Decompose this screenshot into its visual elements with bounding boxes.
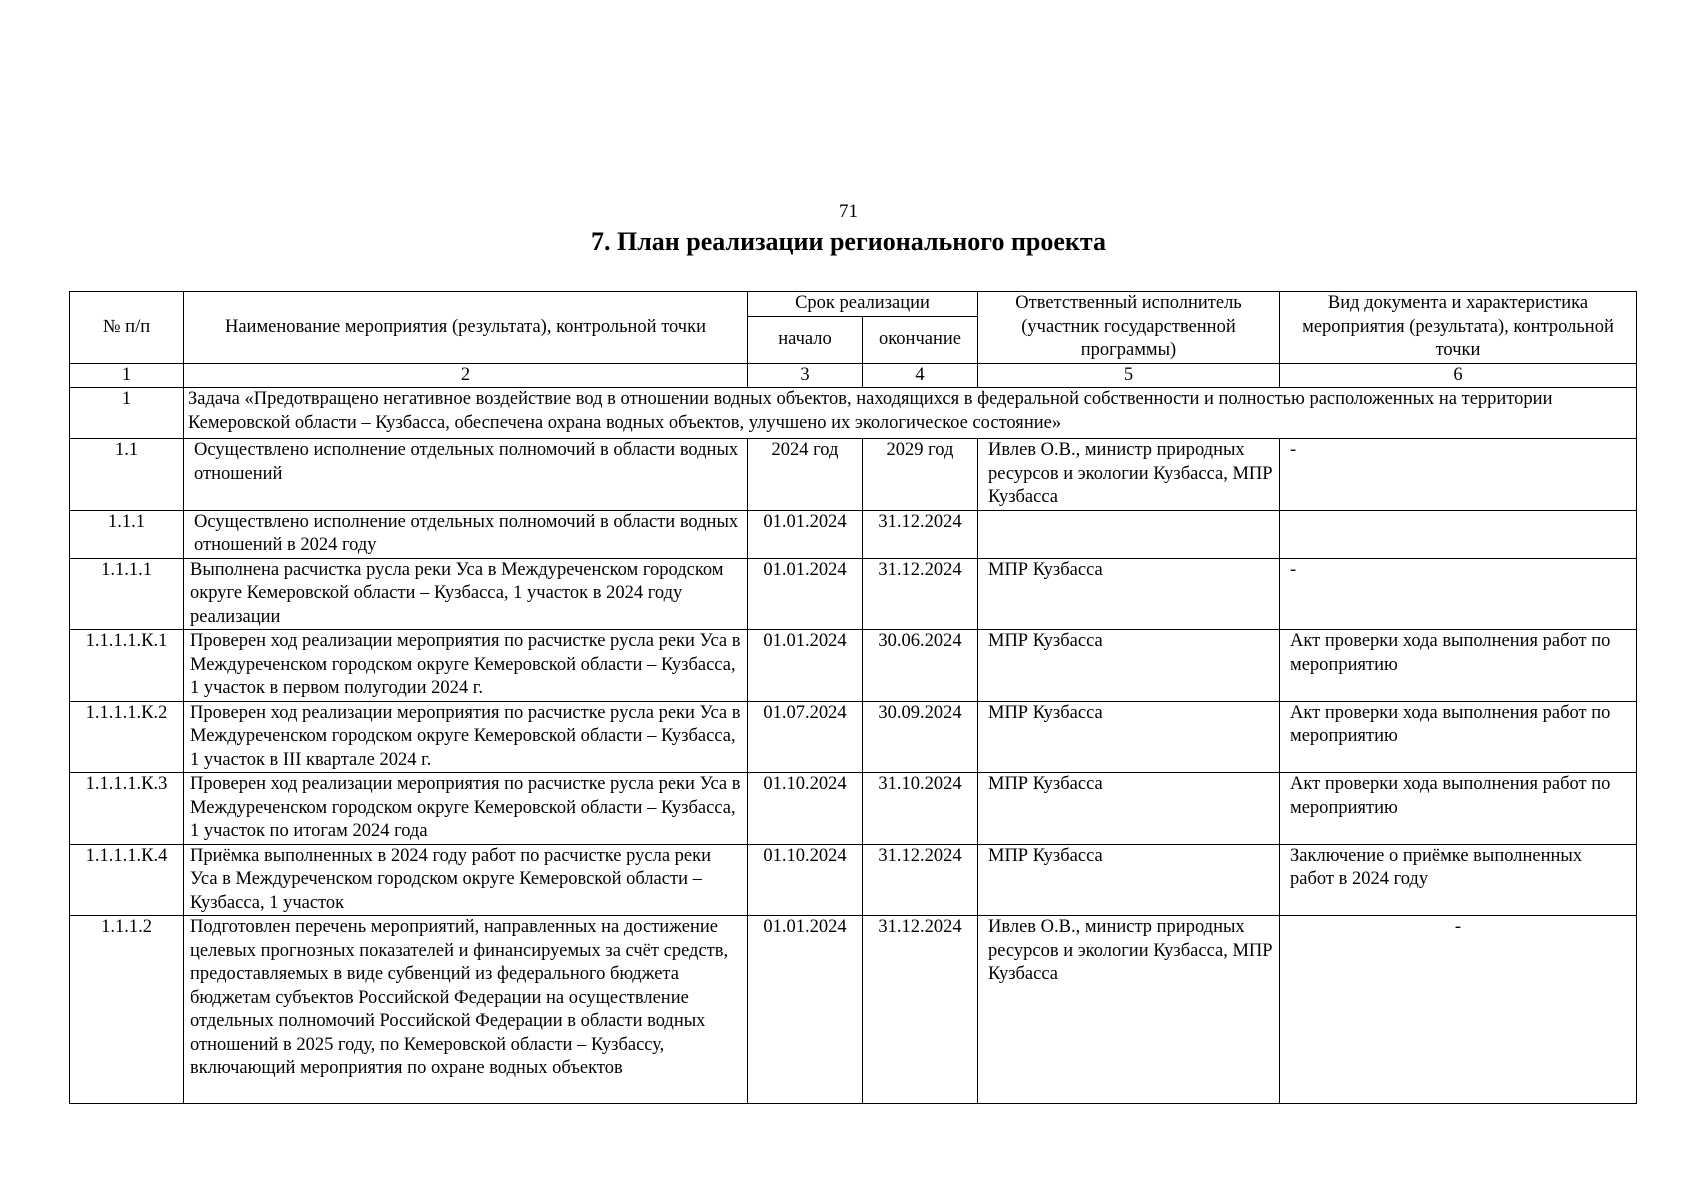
- row-number: 1.1.1.1.К.3: [70, 773, 184, 845]
- row-end: 2029 год: [863, 439, 978, 511]
- column-number: 5: [978, 363, 1280, 388]
- row-end: 31.12.2024: [863, 558, 978, 630]
- row-document: -: [1280, 439, 1637, 511]
- row-number: 1.1.1.1.К.2: [70, 701, 184, 773]
- row-name: Осуществлено исполнение отдельных полномочий в области водных отношений в 2024 году: [184, 510, 748, 558]
- task-text: Задача «Предотвращено негативное воздействие вод в отношении водных объектов, находящихся в федеральной собственности и полностью расположенных на территории Кемеровской области – Кузбасса, обеспечена охрана водных объектов, улучшено их экологическое состояние»: [184, 388, 1637, 439]
- page-title: 7. План реализации регионального проекта: [591, 227, 1106, 256]
- column-number: 2: [184, 363, 748, 388]
- row-number: 1.1.1.1: [70, 558, 184, 630]
- row-end: 30.09.2024: [863, 701, 978, 773]
- row-document: Акт проверки хода выполнения работ по мероприятию: [1280, 630, 1637, 702]
- plan-table: [69, 291, 1637, 1104]
- table-row: [70, 510, 1637, 558]
- header-num: № п/п: [70, 292, 184, 364]
- column-number: 3: [748, 363, 863, 388]
- task-number: 1: [70, 388, 184, 439]
- column-number: 4: [863, 363, 978, 388]
- row-name: Проверен ход реализации мероприятия по расчистке русла реки Уса в Междуреченском городском округе Кемеровской области – Кузбасса, 1 участок в III квартале 2024 г.: [184, 701, 748, 773]
- row-responsible: МПР Кузбасса: [978, 844, 1280, 916]
- row-start: 01.01.2024: [748, 558, 863, 630]
- row-document: Акт проверки хода выполнения работ по мероприятию: [1280, 773, 1637, 845]
- table-row: [70, 701, 1637, 773]
- row-name: Подготовлен перечень мероприятий, направленных на достижение целевых прогнозных показателей и финансируемых за счёт средств, предоставляемых в виде субвенций из федерального бюджета бюджетам субъектов Российской Федерации на осуществление отдельных полномочий Российской Федерации в области водных отношений в 2025 году, по Кемеровской области – Кузбассу, включающий мероприятия по охране водных объектов: [184, 916, 748, 1104]
- header-name: Наименование мероприятия (результата), контрольной точки: [184, 292, 748, 364]
- row-end: 31.12.2024: [863, 844, 978, 916]
- row-responsible: МПР Кузбасса: [978, 773, 1280, 845]
- column-number: 6: [1280, 363, 1637, 388]
- table-row: [70, 439, 1637, 511]
- row-start: 01.01.2024: [748, 630, 863, 702]
- row-number: 1.1: [70, 439, 184, 511]
- row-responsible: МПР Кузбасса: [978, 558, 1280, 630]
- row-start: 2024 год: [748, 439, 863, 511]
- row-responsible: Ивлев О.В., министр природных ресурсов и экологии Кузбасса, МПР Кузбасса: [978, 439, 1280, 511]
- header-document: Вид документа и характеристика мероприятия (результата), контрольной точки: [1280, 292, 1637, 364]
- table-row: [70, 558, 1637, 630]
- table-row: [70, 773, 1637, 845]
- row-document: -: [1280, 558, 1637, 630]
- row-end: 31.12.2024: [863, 510, 978, 558]
- row-start: 01.01.2024: [748, 510, 863, 558]
- row-responsible: МПР Кузбасса: [978, 701, 1280, 773]
- header-end: окончание: [863, 316, 978, 363]
- row-responsible: [978, 510, 1280, 558]
- row-name: Проверен ход реализации мероприятия по расчистке русла реки Уса в Междуреченском городском округе Кемеровской области – Кузбасса, 1 участок по итогам 2024 года: [184, 773, 748, 845]
- header-responsible: Ответственный исполнитель (участник государственной программы): [978, 292, 1280, 364]
- row-name: Проверен ход реализации мероприятия по расчистке русла реки Уса в Междуреченском городском округе Кемеровской области – Кузбасса, 1 участок в первом полугодии 2024 г.: [184, 630, 748, 702]
- row-start: 01.10.2024: [748, 773, 863, 845]
- header-term: Срок реализации: [748, 292, 978, 317]
- table-row: [70, 630, 1637, 702]
- row-end: 31.10.2024: [863, 773, 978, 845]
- row-responsible: Ивлев О.В., министр природных ресурсов и экологии Кузбасса, МПР Кузбасса: [978, 916, 1280, 1104]
- row-number: 1.1.1.2: [70, 916, 184, 1104]
- row-name: Осуществлено исполнение отдельных полномочий в области водных отношений: [184, 439, 748, 511]
- row-number: 1.1.1.1.К.1: [70, 630, 184, 702]
- row-document: Заключение о приёмке выполненных работ в 2024 году: [1280, 844, 1637, 916]
- row-document: Акт проверки хода выполнения работ по мероприятию: [1280, 701, 1637, 773]
- row-name: Приёмка выполненных в 2024 году работ по расчистке русла реки Уса в Междуреченском городском округе Кемеровской области – Кузбасса, 1 участок: [184, 844, 748, 916]
- header-start: начало: [748, 316, 863, 363]
- row-end: 31.12.2024: [863, 916, 978, 1104]
- row-name: Выполнена расчистка русла реки Уса в Междуреченском городском округе Кемеровской области – Кузбасса, 1 участок в 2024 году реализации: [184, 558, 748, 630]
- row-start: 01.07.2024: [748, 701, 863, 773]
- row-responsible: МПР Кузбасса: [978, 630, 1280, 702]
- task-row: [70, 388, 1637, 439]
- page-number: 71: [839, 201, 858, 222]
- row-end: 30.06.2024: [863, 630, 978, 702]
- row-number: 1.1.1: [70, 510, 184, 558]
- row-start: 01.10.2024: [748, 844, 863, 916]
- table-row: [70, 916, 1637, 1104]
- table-row: [70, 844, 1637, 916]
- row-number: 1.1.1.1.К.4: [70, 844, 184, 916]
- row-start: 01.01.2024: [748, 916, 863, 1104]
- row-document: -: [1280, 916, 1637, 1104]
- column-number: 1: [70, 363, 184, 388]
- row-document: [1280, 510, 1637, 558]
